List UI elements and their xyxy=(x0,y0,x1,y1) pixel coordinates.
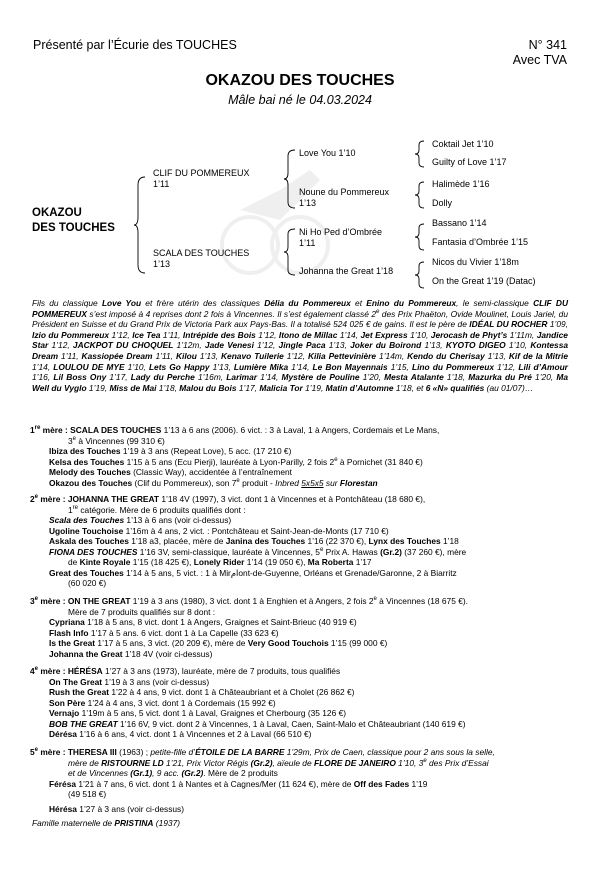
produce-line: Férésa 1’21 à 7 ans, 6 vict. dont 1 à Nantes et à Cagnes/Mer (11 624 €), mère de Off des Fades 1’19 xyxy=(49,778,428,789)
dd-sire: Nicos du Vivier 1’18m xyxy=(432,257,519,267)
produce-line: Hérésa 1’27 à 3 ans (voir ci-dessus) xyxy=(49,803,185,814)
fourth-dam-section: 4e mère : HÉRÉSA 1’27 à 3 ans (1973), lauréate, mère de 7 produits, tous qualifiés On The Great 1’19 à 3 ans (voir ci-dessus) Rush the Great 1’22 à 4 ans, 9 vict. dont 1 à Châteaubriant et à Cholet (26 862 €) Son Père 1’24 à 4 ans, 3 vict. dont 1 à Cordemais (15 992 €) Vernajo 1’19m à 5 ans, 5 vict. dont 1 à Laval, Graignes et Cherbourg (35 126 €) BOB THE GREAT 1’16 6V, 9 vict. dont 2 à Vincennes, 1 à Laval, Caen, Saint-Malo et Châteaubriant (140 619 €) Dérésa 1’16 à 6 ans, 4 vict. dont 1 à Vincennes et 2 à Laval (66 510 €) xyxy=(30,666,570,740)
produce-line: BOB THE GREAT 1’16 6V, 9 vict. dont 2 à Vincennes, 1 à Laval, Caen, Saint-Malo et Châteaubriant (140 619 €) xyxy=(49,718,466,729)
ss-sire: Coktail Jet 1’10 xyxy=(432,139,494,149)
ds-sire: Bassano 1’14 xyxy=(432,218,487,228)
produce-line: Okazou des Touches (Clif du Pommereux), son 7e produit - Inbred 5x5x5 sur Florestan xyxy=(49,477,378,488)
sire-paragraph: Fils du classique Love You et frère utérin des classiques Délia du Pommereux et Enino du Pommereux, le semi-classique CLIF DU POMMEREUX s’est imposé à 4 reprises dont 2 fois à Vincennes. Il s’est également classé 2e des Prix Phaëton, Ovide Moulinet, Louis Jariel, du Président en Suisse et du Grand Prix de Victoria Park aux Pays-Bas. Il a totalisé 524 025 € de gains. Il est le père de IDÉAL DU ROCHER 1’09, Izio du Pommereux 1’12, Ice Tea 1’11, Intrépide des Bois 1’12, Itono de Millac 1’14, Jet Express 1’10, Jerocash de Phyt’s 1’11m, Jandice Star 1’12, JACKPOT DU CHOQUEL 1’12m, Jade Venesi 1’12, Jingle Paca 1’13, Joker du Boirond 1’13, KYOTO DIGEO 1’10, Kontessa Dream 1’11, Kassiopée Dream 1’11, Kilou 1’13, Kenavo Tuilerie 1’12, Kilia Pettevinière 1’14m, Kendo du Cherisay 1’13, Kif de la Mitrie 1’14, LOULOU DE MYE 1’10, Lets Go Happy 1’13, Lumière Mika 1’14, Le Bon Mayennais 1’15, Lino du Pommereux 1’12, Lili d’Amour 1’16, Lil Boss Ony 1’17, Lady du Perche 1’16m, Larimar 1’14, Mystère de Pouline 1’20, Mesta Atalante 1’18, Mazurka du Pré 1’20, Ma Well du Vyglo 1’19, Miss de Mai 1’18, Malou du Bois 1’17, Malicia Tor 1’19, Matin d’Automne 1’18, et 6 «N» qualifiés (au 01/07)… xyxy=(32,298,569,393)
pedigree-brace-sire xyxy=(283,148,297,210)
dam-sire-record: 1’11 xyxy=(299,238,316,248)
ss-dam: Guilty of Love 1’17 xyxy=(432,157,507,167)
presenter-line: Présenté par l’Écurie des TOUCHES xyxy=(33,38,237,52)
pedigree-brace-main xyxy=(133,175,147,275)
dam-name: SCALA DES TOUCHES xyxy=(153,248,250,258)
horse-name-title: OKAZOU DES TOUCHES xyxy=(205,72,395,89)
produce-line: Ugoline Touchoise 1’16m à 4 ans, 2 vict. : Pontchâteau et Saint-Jean-de-Monts (17 710 €) xyxy=(49,525,389,536)
ds-dam: Fantasia d’Ombrée 1’15 xyxy=(432,237,529,247)
produce-line: Son Père 1’24 à 4 ans, 3 vict. dont 1 à Cordemais (15 992 €) xyxy=(49,697,276,708)
dd-dam: On the Great 1’19 (Datac) xyxy=(432,276,536,286)
sire-name: CLIF DU POMMEREUX xyxy=(153,168,250,178)
produce-line: Ibiza des Touches 1’19 à 3 ans (Repeat Love), 5 acc. (17 210 €) xyxy=(49,446,292,456)
pedigree-brace-dd xyxy=(414,261,426,289)
produce-line: FIONA DES TOUCHES 1’16 3V, semi-classique, lauréate à Vincennes, 5e Prix A. Hawas (Gr.2) (37 260 €), mère xyxy=(49,546,467,557)
pedigree-horse-line1: OKAZOU xyxy=(32,207,82,219)
pedigree-horse-line2: DES TOUCHES xyxy=(32,222,115,234)
dam-record: 1’13 xyxy=(153,259,171,269)
first-dam-name: SCALA DES TOUCHES xyxy=(70,425,162,435)
tva-note: Avec TVA xyxy=(512,53,567,67)
produce-line: Dérésa 1’16 à 6 ans, 4 vict. dont 1 à Vincennes et 2 à Laval (66 510 €) xyxy=(49,729,312,739)
second-dam-section: 2e mère : JOHANNA THE GREAT 1’18 4V (1997), 3 vict. dont 1 à Vincennes et à Pontchâteau (18 680 €), 1re catégorie. Mère de 6 produits qualifiés dont : Scala des Touches 1’13 à 6 ans (voir ci-dessus) Ugoline Touchoise 1’16m à 4 ans, 2 vict. : Pontchâteau et Saint-Jean-de-Monts (17 710 €) Askala des Touches 1’18 a3, placée, mère de Janina des Touches 1’16 (22 370 €), Lynx des Touches 1’18 FIONA DES TOUCHES 1’16 3V, semi-classique, lauréate à Vincennes, 5e Prix A. Hawas (Gr.2) (37 260 €), mère de Kinte Royale 1’15 (18 425 €), Lonely Rider 1’14 (19 050 €), Ma Roberta 1’17 Great des Touches 1’14 à 5 ans, 5 vict. : 1 à Mirامont-de-Guyenne, Orléans et Grenade/Garonne, 2 à Biarritz (60 020 €) xyxy=(30,494,570,589)
third-dam-section: 3e mère : ON THE GREAT 1’19 à 3 ans (1980), 3 vict. dont 1 à Enghien et à Angers, 2 fois 2e à Vincennes (18 675 €). Mère de 7 produits qualifiés sur 8 dont : Cypriana 1’18 à 5 ans, 8 vict. dont 1 à Angers, Graignes et Saint-Brieuc (40 919 €) Flash Info 1’17 à 5 ans. 6 vict. dont 1 à La Capelle (33 623 €) Is the Great 1’17 à 5 ans, 3 vict. (20 209 €), mère de Very Good Touchois 1’15 (99 000 €) Johanna the Great 1’18 4V (voir ci-dessus) xyxy=(30,596,570,659)
produce-line: Cypriana 1’18 à 5 ans, 8 vict. dont 1 à Angers, Graignes et Saint-Brieuc (40 919 €) xyxy=(49,617,357,627)
produce-line: Is the Great 1’17 à 5 ans, 3 vict. (20 209 €), mère de Very Good Touchois 1’15 (99 000 €) xyxy=(49,638,388,648)
produce-line: Askala des Touches 1’18 a3, placée, mère de Janina des Touches 1’16 (22 370 €), Lynx des Touches 1’18 xyxy=(49,536,459,546)
sire-sire: Love You 1’10 xyxy=(299,148,356,158)
horse-description: Mâle bai né le 04.03.2024 xyxy=(228,93,372,107)
fifth-dam-section: 5e mère : THERESA III (1963) ; petite-fille d’ÉTOILE DE LA BARRE 1’29m, Prix de Caen, classique pour 2 ans sous la selle, mère de RISTOURNE LD 1’21, Prix Victor Régis (Gr.2), aïeule de FLORE DE JANEIRO 1’10, 3e des Prix d’Essai et de Vincennes (Gr.1), 9 acc. (Gr.2). Mère de 2 produits Férésa 1’21 à 7 ans, 6 vict. dont 1 à Nantes et à Cagnes/Mer (11 624 €), mère de Off des Fades 1’19 (49 518 €) Hérésa 1’27 à 3 ans (voir ci-dessus) xyxy=(30,747,570,814)
produce-line: Johanna the Great 1’18 4V (voir ci-dessus) xyxy=(49,648,213,659)
produce-line: Melody des Touches (Classic Way), accidentée à l’entraînement xyxy=(49,467,292,477)
produce-line: Rush the Great 1’22 à 4 ans, 9 vict. dont 1 à Châteaubriant et à Cholet (26 862 €) xyxy=(49,687,355,697)
fourth-dam-name: HÉRÉSA xyxy=(67,666,103,676)
produce-line: On The Great 1’19 à 3 ans (voir ci-dessus) xyxy=(49,676,210,687)
pedigree-brace-ss xyxy=(414,140,426,168)
produce-line: Great des Touches 1’14 à 5 ans, 5 vict. : 1 à Mirامont-de-Guyenne, Orléans et Grenade/Garonne, 2 à Biarritz xyxy=(49,567,457,578)
second-dam-name: JOHANNA THE GREAT xyxy=(67,494,160,504)
pedigree-brace-ds xyxy=(414,223,426,251)
sire-record: 1’11 xyxy=(153,179,170,189)
lot-number: N° 341 xyxy=(528,38,567,52)
produce-line: Scala des Touches 1’13 à 6 ans (voir ci-dessus) xyxy=(49,515,232,525)
fifth-dam-name: THERESA III xyxy=(67,747,117,757)
pedigree-horse xyxy=(32,206,115,236)
maternal-family-note: Famille maternelle de PRISTINA (1937) xyxy=(32,818,181,828)
third-dam-name: ON THE GREAT xyxy=(67,596,131,606)
sire-dam: Noune du Pommereux xyxy=(299,187,390,197)
produce-line: Flash Info 1’17 à 5 ans. 6 vict. dont 1 à La Capelle (33 623 €) xyxy=(49,627,279,638)
dam-dam: Johanna the Great 1’18 xyxy=(299,266,394,276)
sd-dam: Dolly xyxy=(432,198,453,208)
produce-line: Vernajo 1’19m à 5 ans, 5 vict. dont 1 à Laval, Graignes et Cherbourg (35 126 €) xyxy=(49,708,347,718)
sd-sire: Halimède 1’16 xyxy=(432,179,490,189)
sire-dam-record: 1’13 xyxy=(299,198,317,208)
dam-sire: Ni Ho Ped d’Ombrée xyxy=(299,227,383,237)
pedigree-brace-dam xyxy=(283,227,297,277)
first-dam-section: 1re mère : SCALA DES TOUCHES 1’13 à 6 ans (2006). 6 vict. : 3 à Laval, 1 à Angers, Cordemais et Le Mans, 3e à Vincennes (99 310 €) Ibiza des Touches 1’19 à 3 ans (Repeat Love), 5 acc. (17 210 €) Kelsa des Touches 1’15 à 5 ans (Ecu Pierji), lauréate à Lyon-Parilly, 2 fois 2e à Pornichet (31 840 €) Melody des Touches (Classic Way), accidentée à l’entraînement Okazou des Touches (Clif du Pommereux), son 7e produit - Inbred 5x5x5 sur Florestan xyxy=(30,425,570,488)
pedigree-brace-sd xyxy=(414,181,426,209)
produce-line: Kelsa des Touches 1’15 à 5 ans (Ecu Pierji), lauréate à Lyon-Parilly, 2 fois 2e à Pornichet (31 840 €) xyxy=(49,456,423,467)
